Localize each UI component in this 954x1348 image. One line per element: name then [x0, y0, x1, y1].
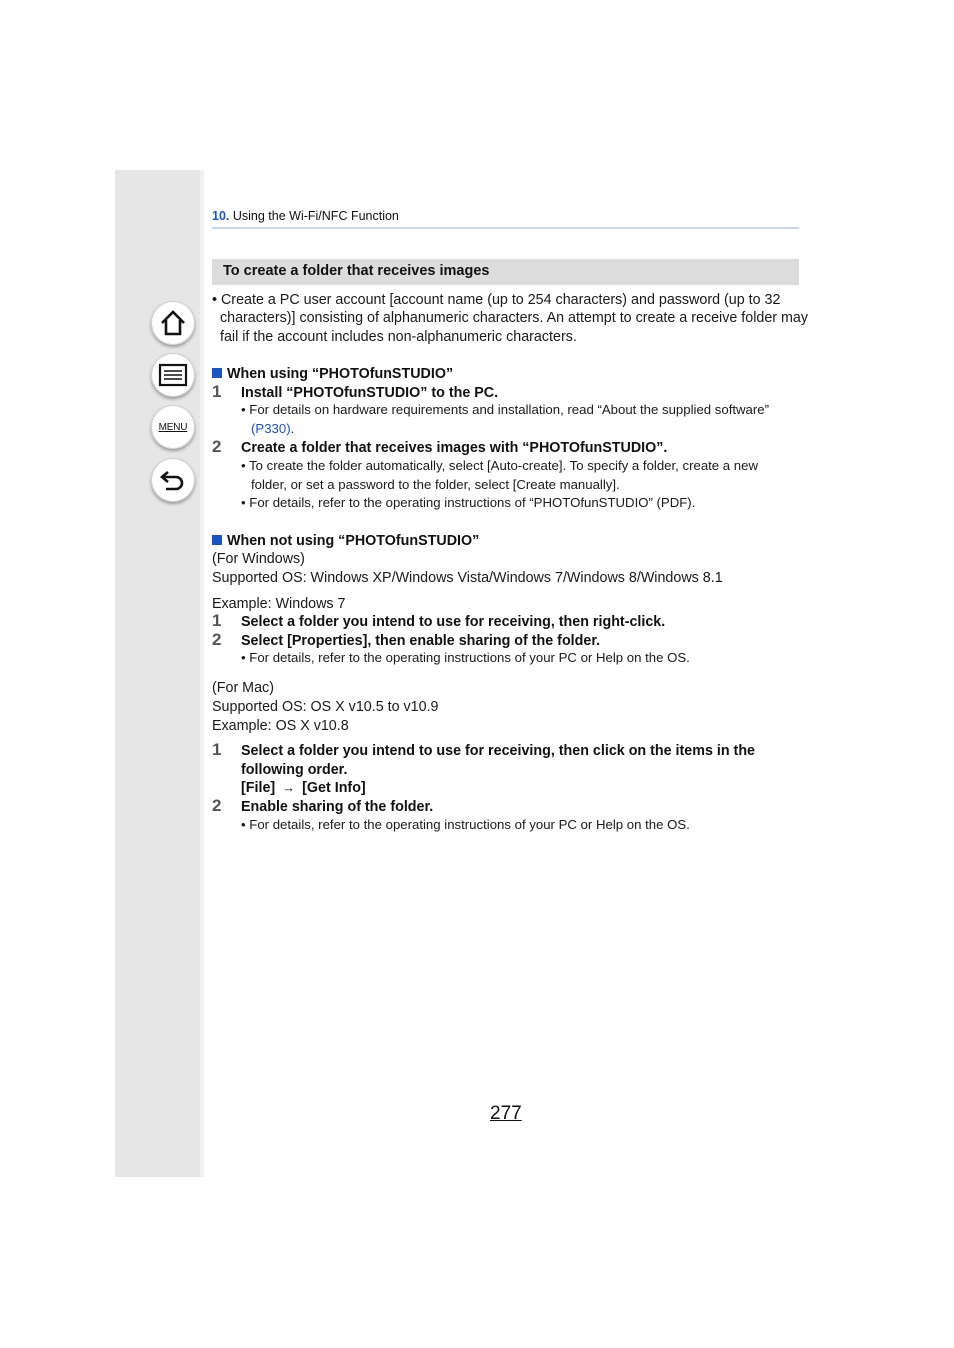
intro-line-2: characters)] consisting of alphanumeric characters. An attempt to create a receive folder may	[220, 310, 809, 326]
square-bullet-icon	[212, 535, 222, 545]
using-step-2-note-2: • For details, refer to the operating instructions of “PHOTOfunSTUDIO” (PDF).	[241, 495, 696, 510]
step-number: 1	[212, 611, 222, 630]
mac-example: Example: OS X v10.8	[212, 718, 349, 734]
return-icon	[159, 467, 187, 493]
windows-os: Supported OS: Windows XP/Windows Vista/Windows 7/Windows 8/Windows 8.1	[212, 570, 723, 586]
mac-step-1b: following order.	[241, 762, 348, 778]
mac-step-2: Enable sharing of the folder.	[241, 799, 434, 815]
section-title: To create a folder that receives images	[223, 263, 490, 279]
page-ref-link[interactable]: (P330)	[251, 421, 291, 436]
step-number: 1	[212, 740, 222, 759]
chapter-header	[212, 209, 399, 223]
menu-button[interactable]	[151, 405, 195, 449]
chapter-number: 10.	[212, 209, 230, 223]
home-button[interactable]	[151, 301, 195, 345]
windows-example: Example: Windows 7	[212, 596, 346, 612]
square-bullet-icon	[212, 368, 222, 378]
mac-menu-path	[241, 780, 366, 796]
using-step-2: Create a folder that receives images with “PHOTOfunSTUDIO”.	[241, 440, 668, 456]
mac-step-1a: Select a folder you intend to use for receiving, then click on the items in the	[241, 743, 755, 759]
step-number: 2	[212, 437, 222, 456]
intro-line-3: fail if the account includes non-alphanumeric characters.	[220, 329, 577, 345]
step-number: 1	[212, 382, 222, 401]
contents-list-button[interactable]	[151, 353, 195, 397]
step-number: 2	[212, 796, 222, 815]
menu-label: MENU	[158, 421, 188, 433]
home-icon	[159, 309, 187, 337]
page-number: 277	[490, 1103, 522, 1124]
step-number: 2	[212, 630, 222, 649]
mac-os: Supported OS: OS X v10.5 to v10.9	[212, 699, 439, 715]
using-heading: When using “PHOTOfunSTUDIO”	[212, 366, 453, 382]
get-info-menu: [Get Info]	[302, 780, 366, 796]
using-step-1-note-ref: (P330).	[251, 421, 295, 436]
windows-label: (For Windows)	[212, 551, 305, 567]
using-step-1-note: • For details on hardware requirements and installation, read “About the supplied software”	[241, 402, 770, 417]
windows-step-2-note: • For details, refer to the operating instructions of your PC or Help on the OS.	[241, 650, 690, 665]
sidebar-edge	[200, 170, 204, 1177]
not-using-heading: When not using “PHOTOfunSTUDIO”	[212, 533, 479, 549]
using-step-1: Install “PHOTOfunSTUDIO” to the PC.	[241, 385, 499, 401]
chapter-title: Using the Wi-Fi/NFC Function	[232, 209, 399, 223]
section-bar	[212, 259, 799, 285]
intro-line-1: • Create a PC user account [account name (up to 254 characters) and password (up to 32	[212, 292, 781, 308]
mac-label: (For Mac)	[212, 680, 274, 696]
back-button[interactable]	[151, 458, 195, 502]
arrow-right-icon: →	[282, 780, 296, 795]
list-icon	[158, 363, 188, 387]
using-step-2-note-1b: folder, or set a password to the folder, select [Create manually].	[251, 477, 620, 492]
mac-step-2-note: • For details, refer to the operating instructions of your PC or Help on the OS.	[241, 817, 690, 832]
file-menu: [File]	[241, 780, 276, 796]
header-rule	[212, 227, 799, 229]
windows-step-1: Select a folder you intend to use for receiving, then right-click.	[241, 614, 666, 630]
windows-step-2: Select [Properties], then enable sharing of the folder.	[241, 633, 601, 649]
using-step-2-note-1a: • To create the folder automatically, select [Auto-create]. To specify a folder, create a new	[241, 458, 758, 473]
